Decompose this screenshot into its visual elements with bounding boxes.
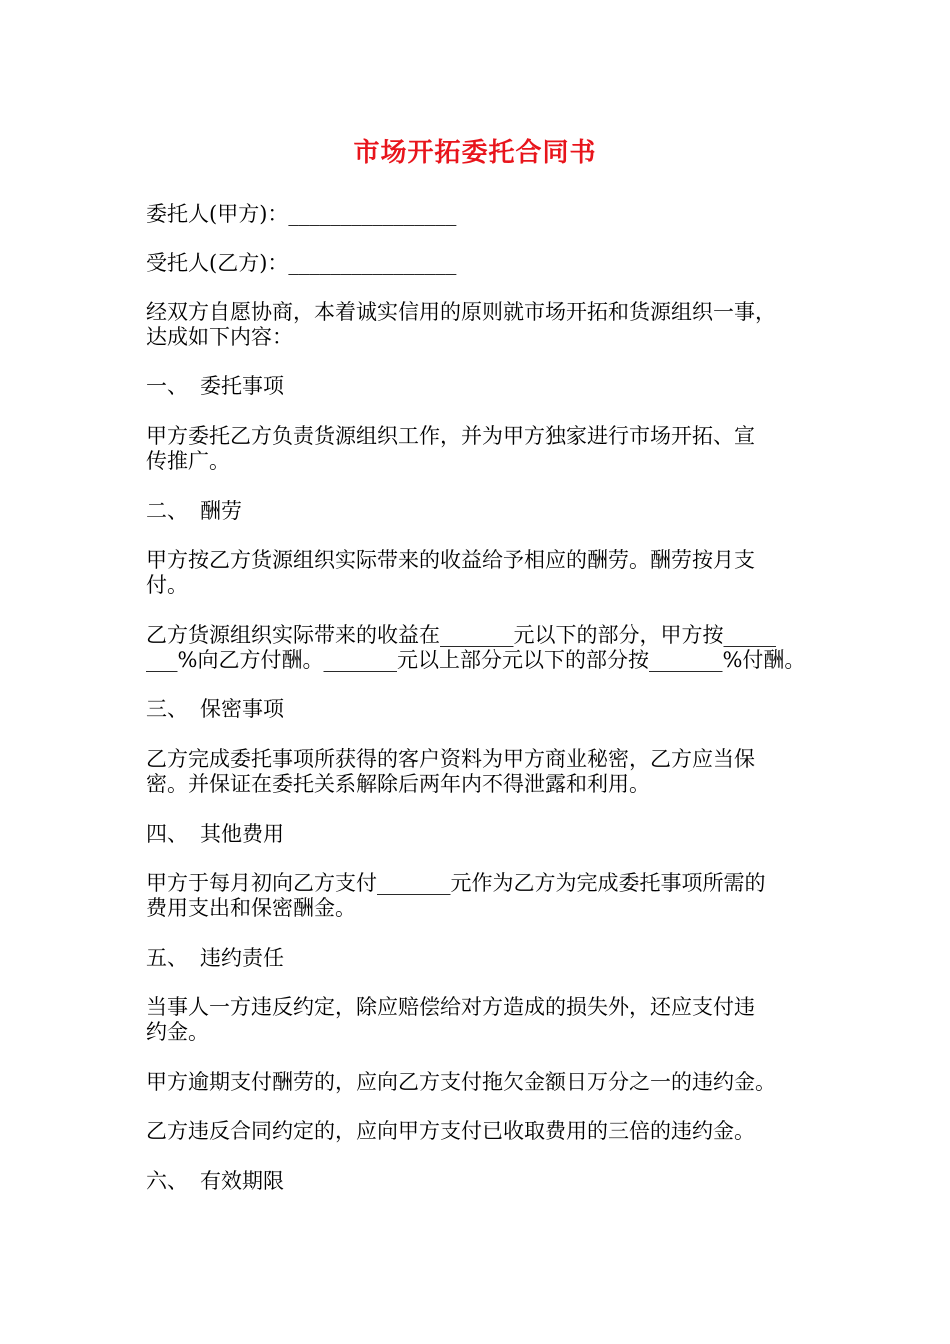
section-number: 一、 xyxy=(146,374,188,398)
paragraph-line: 甲方逾期支付酬劳的，应向乙方支付拖欠金额日万分之一的违约金。 xyxy=(146,1070,776,1094)
document-title: 市场开拓委托合同书 xyxy=(353,138,597,168)
section-number: 四、 xyxy=(146,822,188,846)
paragraph-line: 乙方货源组织实际带来的收益在_______元以下的部分，甲方按_____ xyxy=(146,623,776,647)
section-title: 保密事项 xyxy=(200,697,284,721)
paragraph-line: 密。并保证在委托关系解除后两年内不得泄露和利用。 xyxy=(146,772,650,796)
paragraph-line: 当事人一方违反约定，除应赔偿给对方造成的损失外，还应支付违 xyxy=(146,995,755,1019)
party-a-line: 委托人(甲方)：________________ xyxy=(146,202,457,226)
section-number: 三、 xyxy=(146,697,188,721)
section-title: 违约责任 xyxy=(200,946,284,970)
party-b-line: 受托人(乙方)：________________ xyxy=(146,251,457,275)
section-title: 酬劳 xyxy=(200,499,242,523)
section-heading xyxy=(146,946,826,971)
paragraph-line: 传推广。 xyxy=(146,449,230,473)
paragraph-line: 付。 xyxy=(146,573,188,597)
paragraph-line: 乙方违反合同约定的，应向甲方支付已收取费用的三倍的违约金。 xyxy=(146,1119,755,1143)
section-title: 委托事项 xyxy=(200,374,284,398)
paragraph-line: ___%向乙方付酬。_______元以上部分元以下的部分按_______%付酬。 xyxy=(146,648,806,672)
intro-line-1: 经双方自愿协商，本着诚实信用的原则就市场开拓和货源组织一事， xyxy=(146,300,776,324)
intro-line-2: 达成如下内容： xyxy=(146,325,293,349)
section-number: 五、 xyxy=(146,946,188,970)
paragraph-line: 约金。 xyxy=(146,1020,209,1044)
section-title: 其他费用 xyxy=(200,822,284,846)
section-heading xyxy=(146,822,826,847)
paragraph-line: 乙方完成委托事项所获得的客户资料为甲方商业秘密，乙方应当保 xyxy=(146,747,755,771)
paragraph-line: 甲方按乙方货源组织实际带来的收益给予相应的酬劳。酬劳按月支 xyxy=(146,548,755,572)
section-heading xyxy=(146,1169,826,1194)
paragraph-line: 费用支出和保密酬金。 xyxy=(146,896,356,920)
paragraph-line: 甲方委托乙方负责货源组织工作，并为甲方独家进行市场开拓、宣 xyxy=(146,424,755,448)
section-heading xyxy=(146,499,826,524)
section-heading xyxy=(146,374,826,399)
section-title: 有效期限 xyxy=(200,1169,284,1193)
paragraph-line: 甲方于每月初向乙方支付_______元作为乙方为完成委托事项所需的 xyxy=(146,871,766,895)
section-number: 二、 xyxy=(146,499,188,523)
section-heading xyxy=(146,697,826,722)
section-number: 六、 xyxy=(146,1169,188,1193)
